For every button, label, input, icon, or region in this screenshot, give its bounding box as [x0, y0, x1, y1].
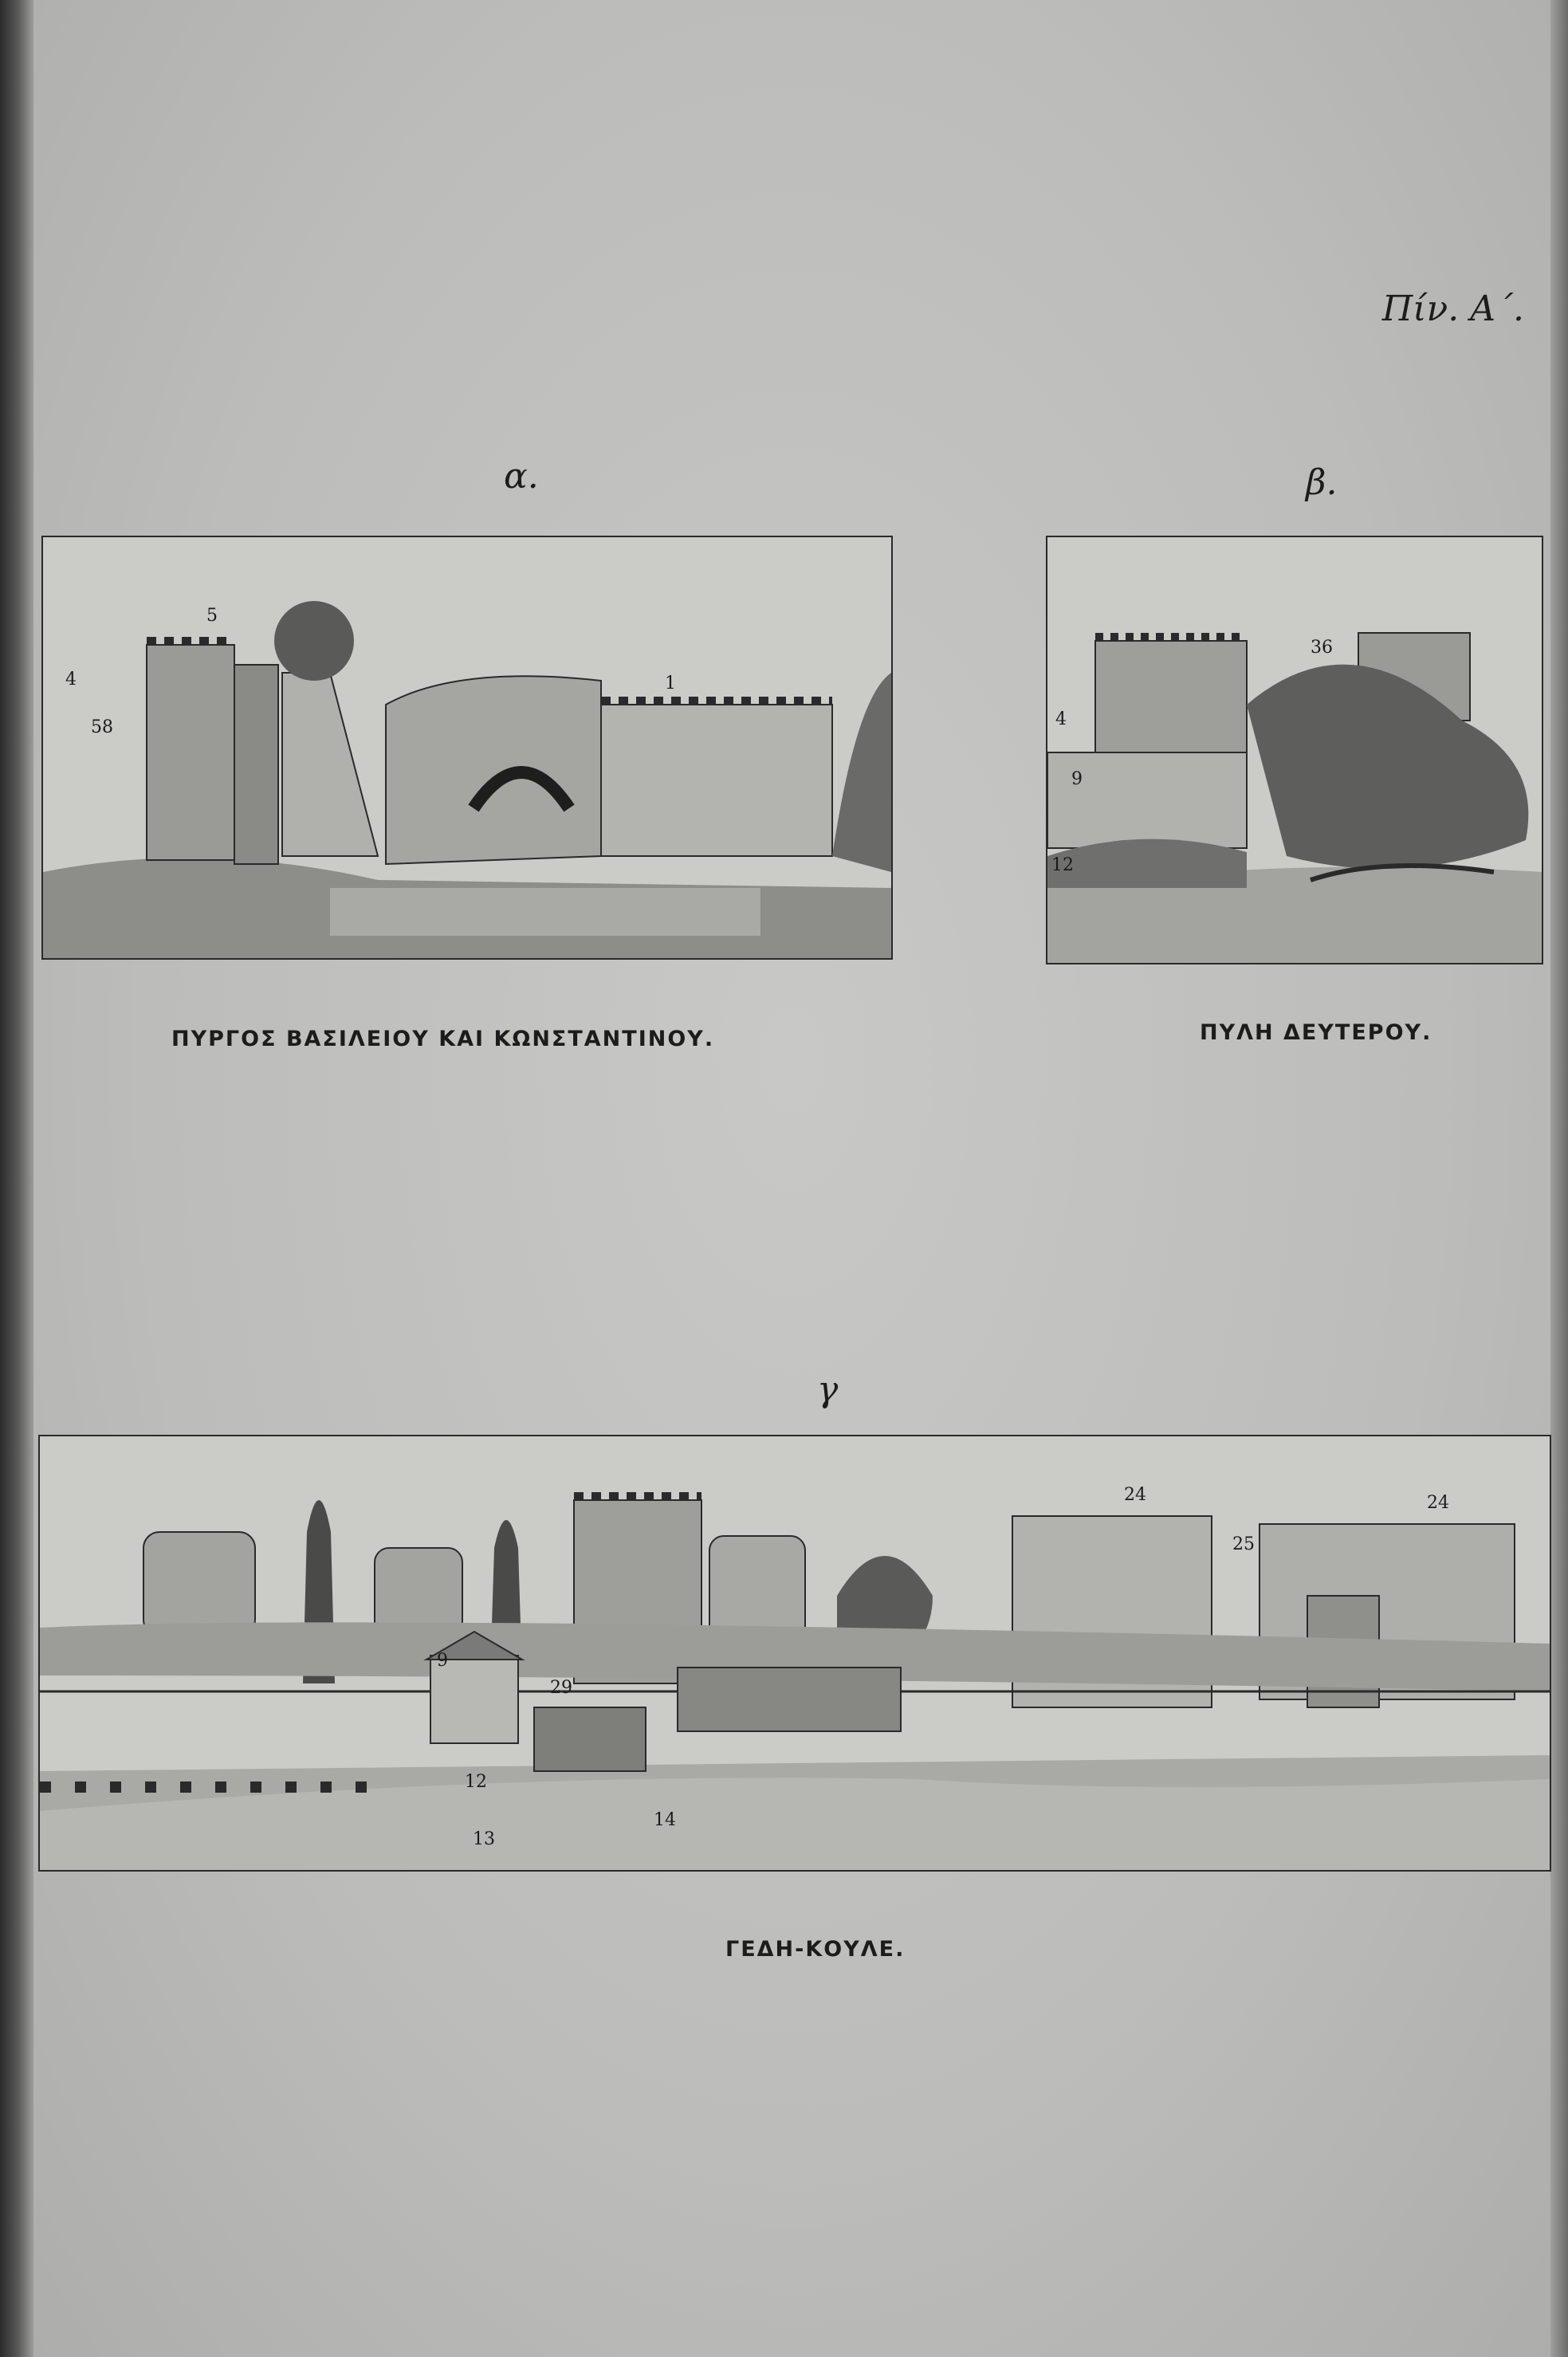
reference-number: 29	[550, 1678, 572, 1698]
reference-number: 24	[1427, 1493, 1449, 1513]
figure-alpha-letter: α.	[504, 456, 539, 497]
reference-number: 1	[665, 674, 676, 693]
reference-number: 9	[1071, 769, 1083, 789]
tower-wall-illustration	[43, 537, 891, 958]
reference-number: 12	[1051, 855, 1074, 875]
figure-beta-engraving	[1046, 536, 1543, 964]
figure-gamma-caption: ΓΕΔΗ-ΚΟΥΛΕ.	[725, 1937, 906, 1962]
gate-illustration	[1047, 537, 1542, 963]
reference-number: 5	[206, 606, 218, 626]
reference-number: 9	[437, 1651, 448, 1671]
figure-alpha-caption: ΠΥΡΓΟΣ ΒΑΣΙΛΕΙΟΥ ΚΑΙ ΚΩΝΣΤΑΝΤΙΝΟΥ.	[171, 1027, 715, 1051]
reference-number: 14	[654, 1810, 676, 1830]
figure-gamma-letter: γ	[817, 1369, 839, 1410]
plate-number: Πίν. Α΄.	[1381, 289, 1524, 329]
plate-page	[33, 0, 1550, 2357]
figure-gamma-engraving	[38, 1435, 1551, 1872]
reference-number: 58	[91, 717, 113, 737]
reference-number: 12	[465, 1772, 487, 1792]
scan-edge-left	[0, 0, 33, 2357]
reference-number: 25	[1232, 1534, 1255, 1554]
fortress-panorama-illustration	[40, 1436, 1550, 1870]
reference-number: 24	[1124, 1485, 1146, 1505]
reference-number: 4	[1055, 709, 1067, 729]
scan-edge-right	[1550, 0, 1568, 2357]
reference-number: 36	[1311, 638, 1333, 658]
reference-number: 13	[473, 1829, 495, 1849]
figure-beta-letter: β.	[1306, 462, 1338, 503]
reference-number: 4	[65, 670, 77, 689]
figure-beta-caption: ΠΥΛΗ ΔΕΥΤΕΡΟΥ.	[1200, 1020, 1432, 1045]
figure-alpha-engraving	[41, 536, 893, 960]
